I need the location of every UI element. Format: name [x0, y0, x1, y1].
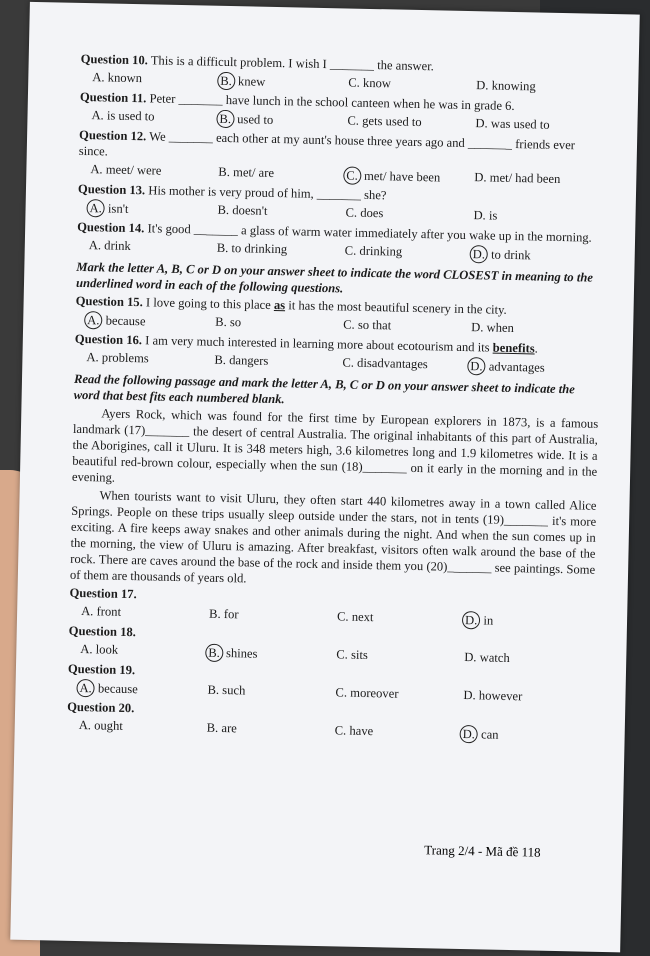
option-letter: C. — [336, 647, 349, 662]
option-letter: B. — [214, 352, 227, 368]
question-text: His mother is very proud of him, _______ she? — [148, 183, 387, 203]
option-letter: D. — [459, 725, 478, 743]
option-text: can — [480, 727, 499, 742]
question-number: Question 14. — [77, 219, 145, 236]
option-circled — [462, 725, 590, 746]
option — [337, 608, 465, 629]
option-text: when — [486, 320, 515, 336]
option-text: used to — [237, 112, 274, 127]
option-letter: A. — [84, 311, 103, 329]
option — [473, 207, 601, 228]
option-text: front — [96, 604, 122, 619]
option-text: known — [107, 70, 143, 86]
option-letter: A. — [91, 108, 104, 123]
option-text: so — [229, 315, 242, 330]
option — [218, 164, 346, 185]
option-letter: B. — [216, 240, 229, 256]
option-text: sits — [350, 647, 368, 663]
option-text: dangers — [229, 353, 269, 368]
option-text: problems — [101, 350, 149, 366]
option-letter: C. — [334, 723, 347, 738]
option-letter: B. — [215, 314, 227, 330]
option-circled — [470, 357, 598, 378]
option-text: drink — [104, 238, 131, 253]
question-text-pre: I am very much interested in learning more about ecotourism and its — [145, 333, 493, 355]
option-text: know — [362, 75, 392, 91]
option-letter: C. — [343, 166, 361, 184]
option-letter: D. — [475, 116, 488, 131]
passage-paragraph: When tourists want to visit Uluru, they often start 440 kilometres away in a town called Alice Springs. People on these trips usually sleep outside under the stars, not in tents (19)_______ it's more exciting. A fire keeps away snakes and other animals during the night. And when the sun comes up in the morning, the view of Uluru is amazing. After breakfast, visitors often walk around the base of the rock. There are caves around the base of the rock and inside them you (20)_______ see paintings. Some of them are thousands of years old. — [69, 488, 597, 586]
option-circled — [473, 245, 601, 266]
option-letter: B. — [218, 164, 231, 180]
option-text: knew — [237, 74, 266, 89]
option-letter: B. — [205, 644, 223, 662]
question-number: Question 10. — [80, 51, 149, 68]
option-text: look — [95, 642, 119, 657]
option — [471, 319, 599, 340]
option — [214, 352, 342, 373]
question-text: This is a difficult problem. I wish I _______ the answer. — [150, 53, 434, 74]
question-text: Peter _______ have lunch in the school canteen when he was in grade 6. — [149, 91, 515, 113]
question-number: Question 12. — [78, 127, 147, 144]
option-letter: A. — [76, 679, 95, 697]
option-circled — [208, 644, 336, 665]
option-circled — [465, 611, 593, 632]
option-text: doesn't — [232, 203, 268, 218]
option-text: met/ have been — [363, 168, 441, 185]
option — [209, 606, 337, 627]
question-text-post: . — [534, 341, 539, 356]
option-letter: C. — [344, 243, 357, 258]
option — [343, 316, 471, 337]
option-circled — [220, 72, 348, 93]
question-number: Question 18. — [68, 623, 137, 640]
option-letter: C. — [336, 609, 349, 624]
question-block — [78, 127, 604, 190]
option-letter: A. — [78, 718, 92, 733]
question-text: It's good _______ a glass of warm water immediately after you wake up in the morning. — [147, 221, 592, 245]
option — [342, 354, 470, 375]
option — [81, 603, 209, 624]
option-letter: A. — [90, 162, 103, 177]
option-text: meet/ were — [105, 162, 162, 178]
option-text: is — [488, 208, 498, 223]
question-number: Question 11. — [79, 89, 147, 106]
option — [463, 687, 591, 708]
option — [79, 717, 207, 738]
option-letter: A. — [92, 70, 105, 85]
underlined-word: as — [273, 297, 286, 313]
option — [86, 349, 214, 370]
option-text: isn't — [107, 201, 129, 216]
option-circled — [79, 679, 207, 700]
option-text: so that — [357, 317, 392, 333]
option-text: is used to — [106, 108, 155, 124]
option-letter: A. — [86, 350, 99, 365]
option-text: met/ had been — [489, 170, 561, 186]
option — [476, 77, 604, 98]
option-letter: A. — [80, 642, 93, 657]
option-text: gets used to — [362, 113, 422, 130]
option — [215, 314, 343, 335]
question-number: Question 17. — [69, 585, 137, 602]
option-letter: D. — [464, 650, 477, 665]
option — [92, 69, 220, 90]
question-number: Question 20. — [67, 699, 135, 716]
option-text: because — [97, 681, 138, 697]
option — [347, 112, 475, 133]
option-letter: C. — [345, 205, 358, 220]
option-text: advantages — [488, 359, 545, 375]
exam-content — [67, 49, 606, 746]
option-letter: D. — [471, 320, 484, 335]
option-letter: D. — [462, 611, 481, 629]
option-letter: D. — [474, 170, 487, 185]
option-letter: A. — [81, 604, 94, 619]
option-letter: C. — [348, 75, 360, 90]
question-number: Question 19. — [67, 661, 136, 678]
option-text: ought — [94, 718, 124, 733]
option-letter: B. — [208, 606, 221, 621]
option-text: in — [483, 613, 494, 628]
option — [335, 684, 463, 705]
option-letter: B. — [217, 202, 230, 218]
question-text-pre: I love going to this place — [145, 295, 275, 312]
option — [89, 237, 217, 258]
option-letter: A. — [86, 199, 105, 217]
option — [207, 720, 335, 741]
option-letter: D. — [473, 208, 486, 223]
option-text: knowing — [491, 78, 536, 94]
question-text: We _______ each other at my aunt's house three years ago and _______ friends ever since. — [78, 129, 576, 159]
option — [336, 646, 464, 667]
option — [90, 161, 218, 182]
option-circled — [346, 166, 474, 187]
option-text: have — [349, 723, 374, 739]
option-letter: D. — [476, 78, 489, 93]
option-letter: D. — [463, 688, 476, 703]
option — [207, 682, 335, 703]
option-text: moreover — [350, 685, 399, 701]
option-text: shines — [225, 646, 258, 661]
option-text: drinking — [359, 243, 403, 259]
option-text: watch — [479, 650, 510, 666]
option — [80, 641, 208, 662]
option — [91, 107, 219, 128]
option — [345, 204, 473, 225]
option-text: next — [351, 609, 374, 625]
question-number: Question 16. — [74, 331, 143, 348]
underlined-word: benefits — [492, 340, 535, 356]
option — [217, 202, 345, 223]
exam-sheet — [10, 2, 640, 953]
instruction-passage: Read the following passage and mark the letter A, B, C or D on your answer sheet to indicate the word that best fits each numbered blank. — [73, 371, 575, 407]
option-circled — [89, 199, 217, 220]
page-footer: Trang 2/4 - Mã đề 118 — [424, 842, 541, 860]
instruction-closest: Mark the letter A, B, C or D on your answer sheet to indicate the word CLOSEST in meaning to the underlined word in each of the following questions. — [75, 259, 594, 296]
option-circled — [87, 311, 215, 332]
option-text: to drink — [490, 247, 531, 263]
option-text: are — [221, 720, 237, 736]
option — [464, 649, 592, 670]
option-letter: C. — [335, 685, 348, 700]
option — [348, 75, 476, 96]
option-text: such — [222, 683, 246, 698]
passage-paragraph: Ayers Rock, which was found for the first time by European explorers in 1873, is a famous landmark (17)_______ the desert of central Australia. The original inhabitants of this part of Australia, the Aborigines, call it Uluru. It is 348 meters high, 3.6 kilometres long and 1.9 kilometres wide. It is a beautiful red-brown colour, especially when the sun (18)_______ on it early in the morning and in the evening. — [71, 406, 599, 485]
option-letter: D. — [467, 357, 486, 375]
option-letter: C. — [347, 113, 360, 128]
option — [345, 242, 473, 263]
option-letter: B. — [216, 110, 234, 128]
option-text: disadvantages — [356, 355, 428, 372]
option-letter: B. — [206, 720, 219, 735]
option-text: was used to — [490, 116, 550, 132]
option-text: to drinking — [231, 241, 288, 257]
option-letter: B. — [207, 682, 220, 697]
option-letter: B. — [217, 72, 235, 90]
option — [475, 115, 603, 136]
option-text: does — [360, 205, 384, 221]
option-letter: A. — [88, 238, 102, 253]
option-text: because — [105, 313, 146, 329]
option-letter: D. — [470, 245, 489, 263]
option — [217, 240, 345, 261]
option — [335, 722, 463, 743]
option-text: however — [478, 688, 523, 704]
question-number: Question 13. — [77, 181, 146, 198]
option-circled — [219, 110, 347, 131]
question-text-post: it has the most beautiful scenery in the city. — [285, 298, 507, 317]
option-letter: C. — [342, 355, 355, 370]
option — [474, 169, 602, 190]
option-text: for — [223, 607, 239, 622]
option-text: met/ are — [232, 165, 275, 180]
option-letter: C. — [343, 317, 355, 332]
question-number: Question 15. — [75, 293, 143, 310]
